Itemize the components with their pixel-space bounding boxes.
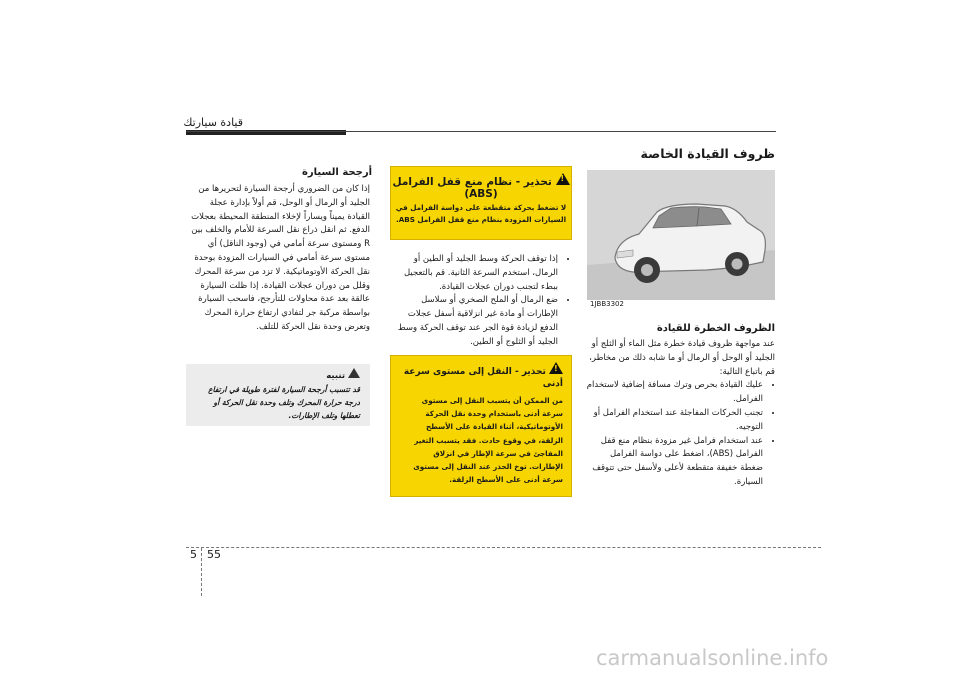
abs-warning-title: تحذير - نظام منع قفل الفرامل (ABS) bbox=[392, 176, 552, 200]
abs-warning-box bbox=[390, 166, 572, 240]
speed-warning-body: من الممكن أن يتسبب النقل إلى مستوى سرعة أدنى باستخدام وحدة نقل الحركة الأوتوماتيكية، أثناء القيادة على الأسطح الزلقة، في وقوع حادث. فقد يتسبب التغير المفاجئ في سرعة الإطار في انزلاق الإطارات. توخ الحذر عند النقل إلى مستوى سرعة أدنى على الأسطح الزلقة. bbox=[413, 396, 563, 485]
mid-body bbox=[390, 253, 570, 350]
image-code: 1JBB3302 bbox=[590, 300, 624, 308]
rocking-body: إذا كان من الضروري أرجحة السيارة لتحريرها من الجليد أو الرمال أو الوحل، قم أولاً بإدارة عجلة القيادة يميناً ويساراً لإخلاء المنطقة المحيطة بعجلات الدفع. ثم انقل ذراع نقل السرعة للأمام والخلف بين R ومستوى سرعة أمامي في (وجود الناقل) أي مستوى سرعة أمامي في السيارات المزودة بوحدة نقل الحركة الأوتوماتيكية. لا تزد من سرعة المحرك وقلل من دوران عجلات القيادة. إذا ظلت السيارة عالقة بعد عدة محاولات للتأرجح، فاسحب السيارة بواسطة مركبة جر لتفادي ارتفاع حرارة المحرك وتعرض وحدة نقل الحركة للتلف. bbox=[191, 184, 370, 332]
page-number bbox=[190, 548, 221, 596]
speed-warning-box bbox=[390, 355, 572, 497]
section-number: 5 bbox=[190, 548, 197, 561]
list-item: • إذا توقف الحركة وسط الجليد أو الطين أو الرمال، استخدم السرعة الثانية. قم بالتعجيل ببطء لتجنب دوران عجلات القيادة. bbox=[390, 253, 558, 294]
caution-icon bbox=[348, 368, 360, 378]
mid-list bbox=[390, 253, 570, 350]
section-title: ظروف القيادة الخاصة bbox=[640, 146, 775, 161]
abs-warning-body: لا تضغط بحركة متقطعة على دواسة الفرامل في السيارات المزودة بنظام منع قفل الفرامل ABS. bbox=[395, 203, 567, 224]
speed-warning-title: تحذير - النقل إلى مستوى سرعة أدنى bbox=[403, 367, 563, 389]
car-illustration bbox=[587, 170, 775, 300]
list-item: • عليك القيادة بحرص وترك مسافة إضافية لاستخدام الفرامل. bbox=[585, 379, 763, 407]
hazardous-list bbox=[585, 379, 775, 489]
list-item: • ضع الرمال أو الملح الصخري أو سلاسل الإطارات أو مادة غير انزلاقية أسفل عجلات الدفع لزيادة قوة الجر عند توقف الحركة وسط الجليد أو الثلوج أو الطين. bbox=[390, 294, 558, 349]
warning-icon bbox=[556, 173, 570, 185]
page-num: 55 bbox=[207, 548, 221, 561]
warning-icon bbox=[549, 362, 563, 374]
caution-title: تنبيه bbox=[326, 371, 346, 381]
list-item: • عند استخدام فرامل غير مزودة بنظام منع قفل الفرامل (ABS)، اضغط على دواسة الفرامل ضغطة خفيفة متقطعة لأعلى ولأسفل حتى تتوقف السيارة. bbox=[585, 435, 763, 490]
header-title: قيادة سيارتك bbox=[183, 116, 243, 129]
watermark: carmanualsonline.info bbox=[596, 646, 829, 670]
hazardous-intro: عند مواجهة ظروف قيادة خطرة مثل الماء أو الثلج أو الجليد أو الوحل أو الرمال أو ما شابه ذلك من مخاطر، قم باتباع التالية: bbox=[589, 339, 775, 377]
header-rule bbox=[186, 131, 776, 132]
caution-body: قد تتسبب أرجحة السيارة لفترة طويلة في ارتفاع درجة حرارة المحرك وتلف وحدة نقل الحركة أو تعطلها وتلف الإطارات. bbox=[208, 385, 360, 420]
rocking-title: أرجحة السيارة bbox=[302, 167, 372, 178]
hazardous-heading: الظروف الخطرة للقيادة bbox=[656, 323, 775, 334]
page-number-separator bbox=[201, 548, 203, 596]
caution-box bbox=[186, 364, 370, 426]
footer-rule bbox=[186, 547, 821, 548]
list-item: • تجنب الحركات المفاجئة عند استخدام الفرامل أو التوجيه. bbox=[585, 407, 763, 435]
car-icon bbox=[587, 170, 775, 300]
hazardous-body bbox=[585, 338, 775, 490]
